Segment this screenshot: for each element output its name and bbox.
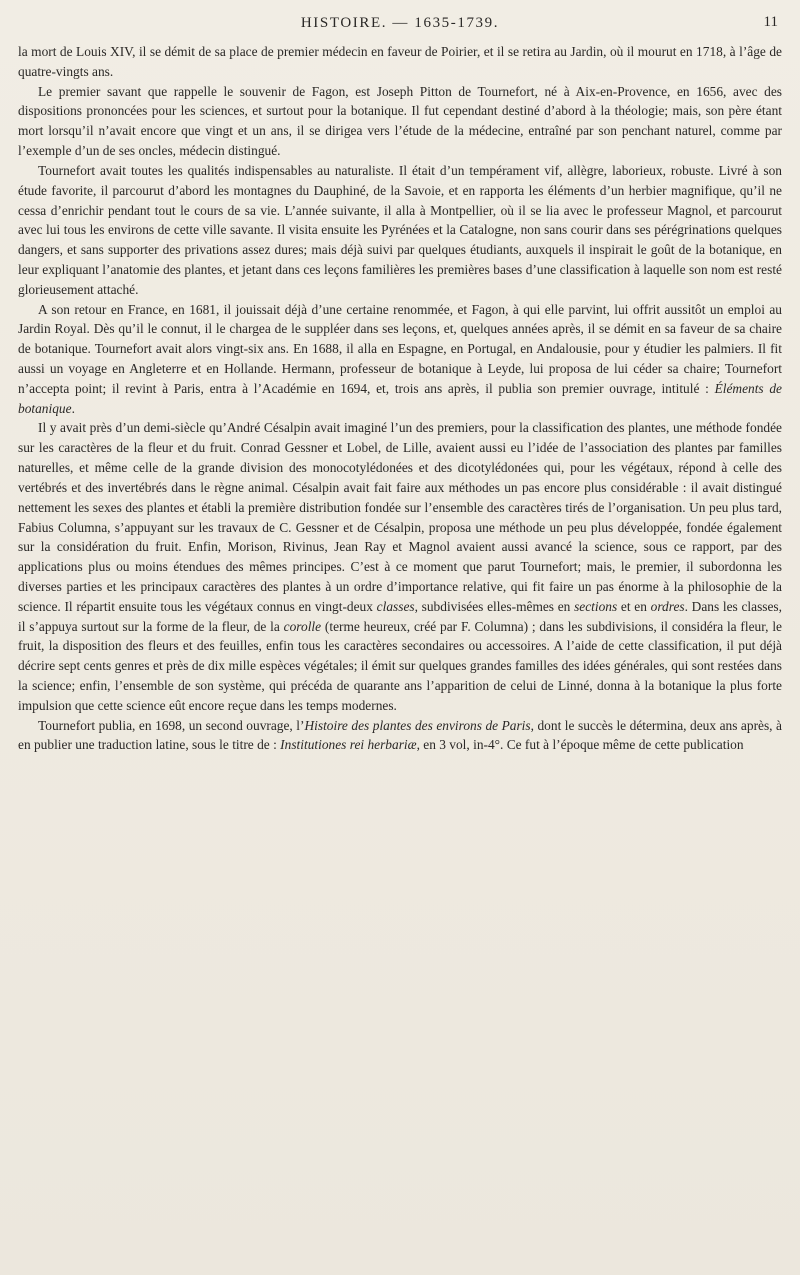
text-run: et en — [617, 598, 651, 614]
paragraph — [18, 161, 782, 300]
text-run: Le premier savant que rappelle le souvenir de Fagon, est Joseph Pitton de Tournefort, né à Aix-en-Provence, en 1656, avec des dispositions prononcées pour les sciences, et surtout pour la botanique. Il fut cependant destiné d’abord à la théologie; mais, son père étant mort lorsqu’il n’avait encore que vingt et un ans, il se dirigea vers l’étude de la médecine, entraîné par son penchant naturel, comme par l’exemple d’un de ses oncles, médecin distingué. — [18, 83, 782, 159]
italic-text: Histoire des plantes des environs de Paris — [304, 717, 531, 733]
text-run: Tournefort publia, en 1698, un second ouvrage, l’ — [38, 717, 305, 733]
paragraph — [18, 42, 782, 82]
italic-text: corolle — [283, 618, 322, 634]
running-title: HISTOIRE. — 1635-1739. — [300, 15, 500, 31]
text-run: . Dans les classes, il s’appuya surtout sur la forme de la fleur, de la — [18, 598, 782, 634]
page-number: 11 — [763, 14, 778, 30]
paragraph — [18, 300, 782, 419]
running-head — [0, 12, 800, 36]
italic-text: sections — [574, 598, 618, 614]
text-run: . — [71, 400, 75, 416]
italic-text: ordres — [650, 598, 685, 614]
paragraph — [18, 418, 782, 715]
text-run: Tournefort avait toutes les qualités indispensables au naturaliste. Il était d’un tempérament vif, allègre, laborieux, robuste. Livré à son étude favorite, il parcourut d’abord les montagnes du Dauphiné, de la Savoie, et en rapporta les éléments d’un herbier magnifique, qu’il ne cessa d’enrichir pendant tout le cours de sa vie. L’année suivante, il alla à Montpellier, où il se lia avec le professeur Magnol, et parcourut avec lui tous les environs de cette ville savante. Il visita ensuite les Pyrénées et la Catalogne, non sans courir dans ses pérégrinations quelques dangers, et sans supporter des privations assez dures; mais déjà suivi par quelques étudiants, auxquels il inspirait le goût de la botanique, en leur expliquant l’anatomie des plantes, et jetant dans ces leçons familières les premières bases d’une classification à laquelle son nom est resté glorieusement attaché. — [18, 162, 782, 297]
text-run: , en 3 vol, in-4°. Ce fut à l’époque même de cette publication — [416, 737, 744, 753]
text-run: , dont le succès le détermina, deux ans après, à en publier une traduction latine, sous le titre de : — [18, 717, 782, 753]
body-text — [18, 42, 782, 1260]
text-run: (terme heureux, créé par F. Columna) ; dans les subdivisions, il considéra la fleur, le fruit, la disposition des fleurs et des feuilles, enfin tous les caractères secondaires ou accessoires. A l’aide de cette classification, il put déjà décrire sept cents genres et près de dix mille espèces végétales; il émit sur quelques grandes familles des idées générales, qui sont restées dans la science; enfin, l’ensemble de son système, qui précéda de quarante ans l’apparition de celui de Linné, donna à la botanique la plus forte impulsion que cette science eût encore reçue dans les temps modernes. — [18, 618, 782, 713]
italic-text: Éléments de botanique — [18, 380, 782, 416]
italic-text: classes — [376, 598, 415, 614]
text-run: , subdivisées elles-mêmes en — [414, 598, 575, 614]
text-run: la mort de Louis XIV, il se démit de sa place de premier médecin en faveur de Poirier, et il se retira au Jardin, où il mourut en 1718, à l’âge de quatre-vingts ans. — [18, 44, 782, 79]
italic-text: Institutiones rei herbariæ — [280, 737, 417, 753]
paragraph — [18, 716, 782, 756]
text-run: A son retour en France, en 1681, il jouissait déjà d’une certaine renommée, et Fagon, à qui elle parvint, lui offrit aussitôt un emploi au Jardin Royal. Dès qu’il le connut, il le chargea de le suppléer dans ses leçons, et, quelques années après, il se démit en sa faveur de sa chaire de botanique. Tournefort avait alors vingt-six ans. En 1688, il alla en Espagne, en Portugal, en Andalousie, pour y étudier les palmiers. Il fit aussi un voyage en Angleterre et en Hollande. Hermann, professeur de botanique à Leyde, lui proposa de lui céder sa chaire; Tournefort n’accepta point; il revint à Paris, entra à l’Académie en 1694, et, trois ans après, il publia son premier ouvrage, intitulé : — [18, 301, 782, 396]
paragraph — [18, 82, 782, 161]
text-run: Il y avait près d’un demi-siècle qu’André Césalpin avait imaginé l’un des premiers, pour la classification des plantes, une méthode fondée sur les caractères de la fleur et du fruit. Conrad Gessner et Lobel, de Lille, avaient aussi eu l’idée de l’association des plantes par familles naturelles, et même celle de la grande division des monocotylédonées et des dicotylédonées qui, pour les végétaux, répond à celle des vertébrés et des invertébrés dans le règne animal. Césalpin avait fait faire aux méthodes un pas encore plus considérable : il avait distingué nettement les sexes des plantes et établi la première distribution fondée sur l’ensemble des caractères tirés de l’organisation. Un peu plus tard, Fabius Columna, s’appuyant sur les travaux de C. Gessner et de Césalpin, proposa une méthode un peu plus développée, fondée également sur la considération du fruit. Enfin, Morison, Rivinus, Jean Ray et Magnol avaient aussi avancé la science, sous ce rapport, par des applications plus ou moins étendues des mêmes principes. C’est à ce moment que parut Tournefort; mais, le premier, il subordonna les diverses parties et les principaux caractères des plantes à un ordre d’importance relative, qui fit faire un pas énorme à la philosophie de la science. Il répartit ensuite tous les végétaux connus en vingt-deux — [18, 420, 782, 614]
